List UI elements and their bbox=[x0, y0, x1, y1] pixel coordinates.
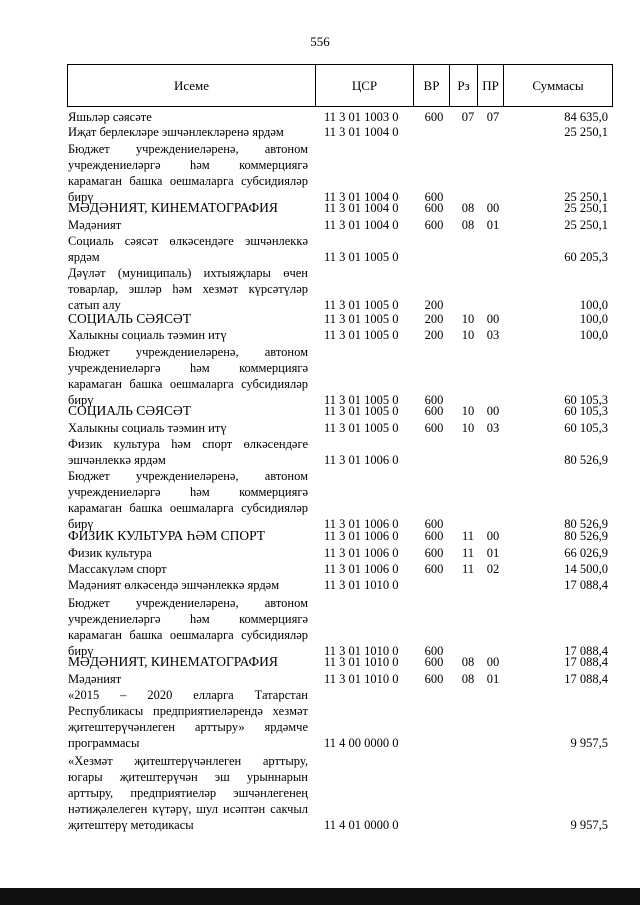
row-code: 11 3 01 1004 0 bbox=[324, 201, 399, 215]
row-vr: 600 bbox=[424, 655, 444, 669]
row-sum: 80 526,9 bbox=[564, 529, 608, 543]
row-code: 11 3 01 1005 0 bbox=[324, 421, 399, 435]
row-code: 11 3 01 1006 0 bbox=[324, 546, 399, 560]
row-rz: 11 bbox=[461, 562, 475, 576]
row-vr: 600 bbox=[424, 404, 444, 418]
table-row bbox=[0, 200, 640, 216]
table-row bbox=[0, 265, 640, 313]
row-vr: 600 bbox=[424, 110, 444, 124]
table-row bbox=[0, 687, 640, 751]
row-code: 11 4 01 0000 0 bbox=[324, 818, 399, 832]
row-pr: 03 bbox=[486, 328, 500, 342]
row-vr: 600 bbox=[424, 190, 444, 204]
row-code: 11 3 01 1005 0 bbox=[324, 250, 399, 264]
row-sum: 80 526,9 bbox=[564, 453, 608, 467]
table-row bbox=[0, 311, 640, 327]
row-name: «2015 – 2020 елларга Татарстан Республикасы предприятиеләрендә хезмәт җитештерүчәнлеген арттыру» ярдәмче программасы bbox=[68, 688, 308, 750]
row-name: Мәдәният bbox=[68, 672, 122, 686]
row-name: Халыкны социаль тәэмин итү bbox=[68, 328, 227, 342]
row-sum: 25 250,1 bbox=[564, 125, 608, 139]
row-pr: 00 bbox=[486, 312, 500, 326]
row-name: Массакүләм спорт bbox=[68, 562, 167, 576]
row-rz: 10 bbox=[461, 421, 475, 435]
row-name: Мәдәният bbox=[68, 218, 122, 232]
header-pr: ПР bbox=[478, 65, 504, 106]
row-sum: 60 105,3 bbox=[564, 404, 608, 418]
scan-border bbox=[0, 888, 640, 905]
table-row bbox=[0, 217, 640, 233]
row-sum: 9 957,5 bbox=[570, 736, 608, 750]
row-pr: 07 bbox=[486, 110, 500, 124]
row-pr: 00 bbox=[486, 655, 500, 669]
row-pr: 01 bbox=[486, 546, 500, 560]
table-row bbox=[0, 327, 640, 343]
row-code: 11 3 01 1006 0 bbox=[324, 517, 399, 531]
row-code: 11 3 01 1006 0 bbox=[324, 529, 399, 543]
row-pr: 00 bbox=[486, 201, 500, 215]
row-vr: 600 bbox=[424, 644, 444, 658]
row-sum: 25 250,1 bbox=[564, 201, 608, 215]
table-row bbox=[0, 124, 640, 140]
table-row bbox=[0, 109, 640, 125]
row-rz: 10 bbox=[461, 404, 475, 418]
row-code: 11 3 01 1010 0 bbox=[324, 672, 399, 686]
row-name: Бюджет учреждениеләренә, автоном учреждениеләргә һәм коммерциягә карамаган башка оешмаларга субсидияләр бирү bbox=[68, 345, 308, 407]
row-name: Социаль сәясәт өлкәсендәге эшчәнлеккә ярдәм bbox=[68, 234, 308, 264]
row-rz: 08 bbox=[461, 201, 475, 215]
row-rz: 08 bbox=[461, 655, 475, 669]
row-sum: 17 088,4 bbox=[564, 578, 608, 592]
row-pr: 00 bbox=[486, 404, 500, 418]
row-pr: 02 bbox=[486, 562, 500, 576]
table-row bbox=[0, 403, 640, 419]
row-name: Иҗат берлекләре эшчәнлекләренә ярдәм bbox=[68, 125, 284, 139]
row-code: 11 3 01 1004 0 bbox=[324, 190, 399, 204]
row-code: 11 3 01 1005 0 bbox=[324, 328, 399, 342]
row-name: Халыкны социаль тәэмин итү bbox=[68, 421, 227, 435]
row-code: 11 3 01 1003 0 bbox=[324, 110, 399, 124]
row-sum: 17 088,4 bbox=[564, 672, 608, 686]
table-header bbox=[67, 64, 613, 107]
header-sum: Суммасы bbox=[532, 77, 584, 93]
header-rz: Рз bbox=[450, 65, 478, 106]
row-name: ФИЗИК КУЛЬТУРА ҺӘМ СПОРТ bbox=[68, 528, 266, 543]
row-pr: 01 bbox=[486, 672, 500, 686]
table-row bbox=[0, 671, 640, 687]
row-sum: 25 250,1 bbox=[564, 218, 608, 232]
page-number: 556 bbox=[310, 34, 330, 49]
row-code: 11 3 01 1005 0 bbox=[324, 404, 399, 418]
row-rz: 11 bbox=[461, 546, 475, 560]
header-name: Исеме bbox=[68, 65, 316, 106]
row-rz: 10 bbox=[461, 328, 475, 342]
row-name: МӘДӘНИЯТ, КИНЕМАТОГРАФИЯ bbox=[68, 200, 278, 215]
table-row bbox=[0, 545, 640, 561]
row-sum: 66 026,9 bbox=[564, 546, 608, 560]
row-code: 11 3 01 1010 0 bbox=[324, 578, 399, 592]
table-row bbox=[0, 561, 640, 577]
row-rz: 07 bbox=[461, 110, 475, 124]
row-rz: 10 bbox=[461, 312, 475, 326]
table-row bbox=[0, 436, 640, 468]
row-sum: 60 105,3 bbox=[564, 421, 608, 435]
row-code: 11 3 01 1005 0 bbox=[324, 312, 399, 326]
table-row bbox=[0, 577, 640, 593]
header-code: ЦСР bbox=[316, 65, 414, 106]
row-name: Мәдәният өлкәсендә эшчәнлеккә ярдәм bbox=[68, 578, 280, 592]
table-row bbox=[0, 420, 640, 436]
row-vr: 200 bbox=[424, 298, 444, 312]
table-row bbox=[0, 141, 640, 205]
row-name: СОЦИАЛЬ СӘЯСӘТ bbox=[68, 403, 192, 418]
table-row bbox=[0, 753, 640, 833]
row-code: 11 3 01 1010 0 bbox=[324, 655, 399, 669]
row-vr: 600 bbox=[424, 562, 444, 576]
row-sum: 100,0 bbox=[579, 328, 608, 342]
row-name: Бюджет учреждениеләренә, автоном учреждениеләргә һәм коммерциягә карамаган башка оешмаларга субсидияләр бирү bbox=[68, 596, 308, 658]
table-row bbox=[0, 468, 640, 532]
row-vr: 200 bbox=[424, 328, 444, 342]
row-code: 11 4 00 0000 0 bbox=[324, 736, 399, 750]
row-vr: 200 bbox=[424, 312, 444, 326]
row-vr: 600 bbox=[424, 218, 444, 232]
row-sum: 84 635,0 bbox=[564, 110, 608, 124]
row-sum: 80 526,9 bbox=[564, 517, 608, 531]
row-vr: 600 bbox=[424, 201, 444, 215]
row-sum: 25 250,1 bbox=[564, 190, 608, 204]
row-vr: 600 bbox=[424, 529, 444, 543]
row-sum: 100,0 bbox=[579, 298, 608, 312]
header-vr: ВР bbox=[414, 65, 450, 106]
row-code: 11 3 01 1004 0 bbox=[324, 125, 399, 139]
row-name: Физик культура һәм спорт өлкәсендәге эшчәнлеккә ярдәм bbox=[68, 437, 308, 467]
row-sum: 14 500,0 bbox=[564, 562, 608, 576]
row-sum: 60 105,3 bbox=[564, 393, 608, 407]
row-name: Дәүләт (муниципаль) ихтыяҗлары өчен товарлар, эшләр һәм хезмәт күрсәтүләр сатып алу bbox=[68, 266, 308, 312]
row-vr: 600 bbox=[424, 672, 444, 686]
table-row bbox=[0, 528, 640, 544]
row-code: 11 3 01 1010 0 bbox=[324, 644, 399, 658]
row-name: МӘДӘНИЯТ, КИНЕМАТОГРАФИЯ bbox=[68, 654, 278, 669]
row-name: Бюджет учреждениеләренә, автоном учреждениеләргә һәм коммерциягә карамаган башка оешмаларга субсидияләр бирү bbox=[68, 142, 308, 204]
table-row bbox=[0, 654, 640, 670]
row-sum: 17 088,4 bbox=[564, 644, 608, 658]
row-vr: 600 bbox=[424, 393, 444, 407]
row-code: 11 3 01 1005 0 bbox=[324, 393, 399, 407]
row-vr: 600 bbox=[424, 421, 444, 435]
row-sum: 17 088,4 bbox=[564, 655, 608, 669]
row-sum: 60 205,3 bbox=[564, 250, 608, 264]
row-code: 11 3 01 1006 0 bbox=[324, 562, 399, 576]
row-pr: 01 bbox=[486, 218, 500, 232]
row-pr: 00 bbox=[486, 529, 500, 543]
row-sum: 9 957,5 bbox=[570, 818, 608, 832]
row-name: «Хезмәт җитештерүчәнлеген арттыру, югары җитештерүчән эш урыннарын арттыру, предприятиеләр эшчәнлегенең нәтиҗәлелеген күтәрү, шул исәптән сакчыл җитештерү методикасы bbox=[68, 754, 308, 832]
row-name: Бюджет учреждениеләренә, автоном учреждениеләргә һәм коммерциягә карамаган башка оешмаларга субсидияләр бирү bbox=[68, 469, 308, 531]
row-pr: 03 bbox=[486, 421, 500, 435]
row-rz: 08 bbox=[461, 218, 475, 232]
row-rz: 11 bbox=[461, 529, 475, 543]
table-row bbox=[0, 595, 640, 659]
row-code: 11 3 01 1005 0 bbox=[324, 298, 399, 312]
row-sum: 100,0 bbox=[579, 312, 608, 326]
row-vr: 600 bbox=[424, 517, 444, 531]
table-row bbox=[0, 233, 640, 265]
row-name: СОЦИАЛЬ СӘЯСӘТ bbox=[68, 311, 192, 326]
row-name: Яшьләр сәясәте bbox=[68, 110, 152, 124]
row-vr: 600 bbox=[424, 546, 444, 560]
row-code: 11 3 01 1006 0 bbox=[324, 453, 399, 467]
row-code: 11 3 01 1004 0 bbox=[324, 218, 399, 232]
row-rz: 08 bbox=[461, 672, 475, 686]
table-row bbox=[0, 344, 640, 408]
row-name: Физик культура bbox=[68, 546, 152, 560]
